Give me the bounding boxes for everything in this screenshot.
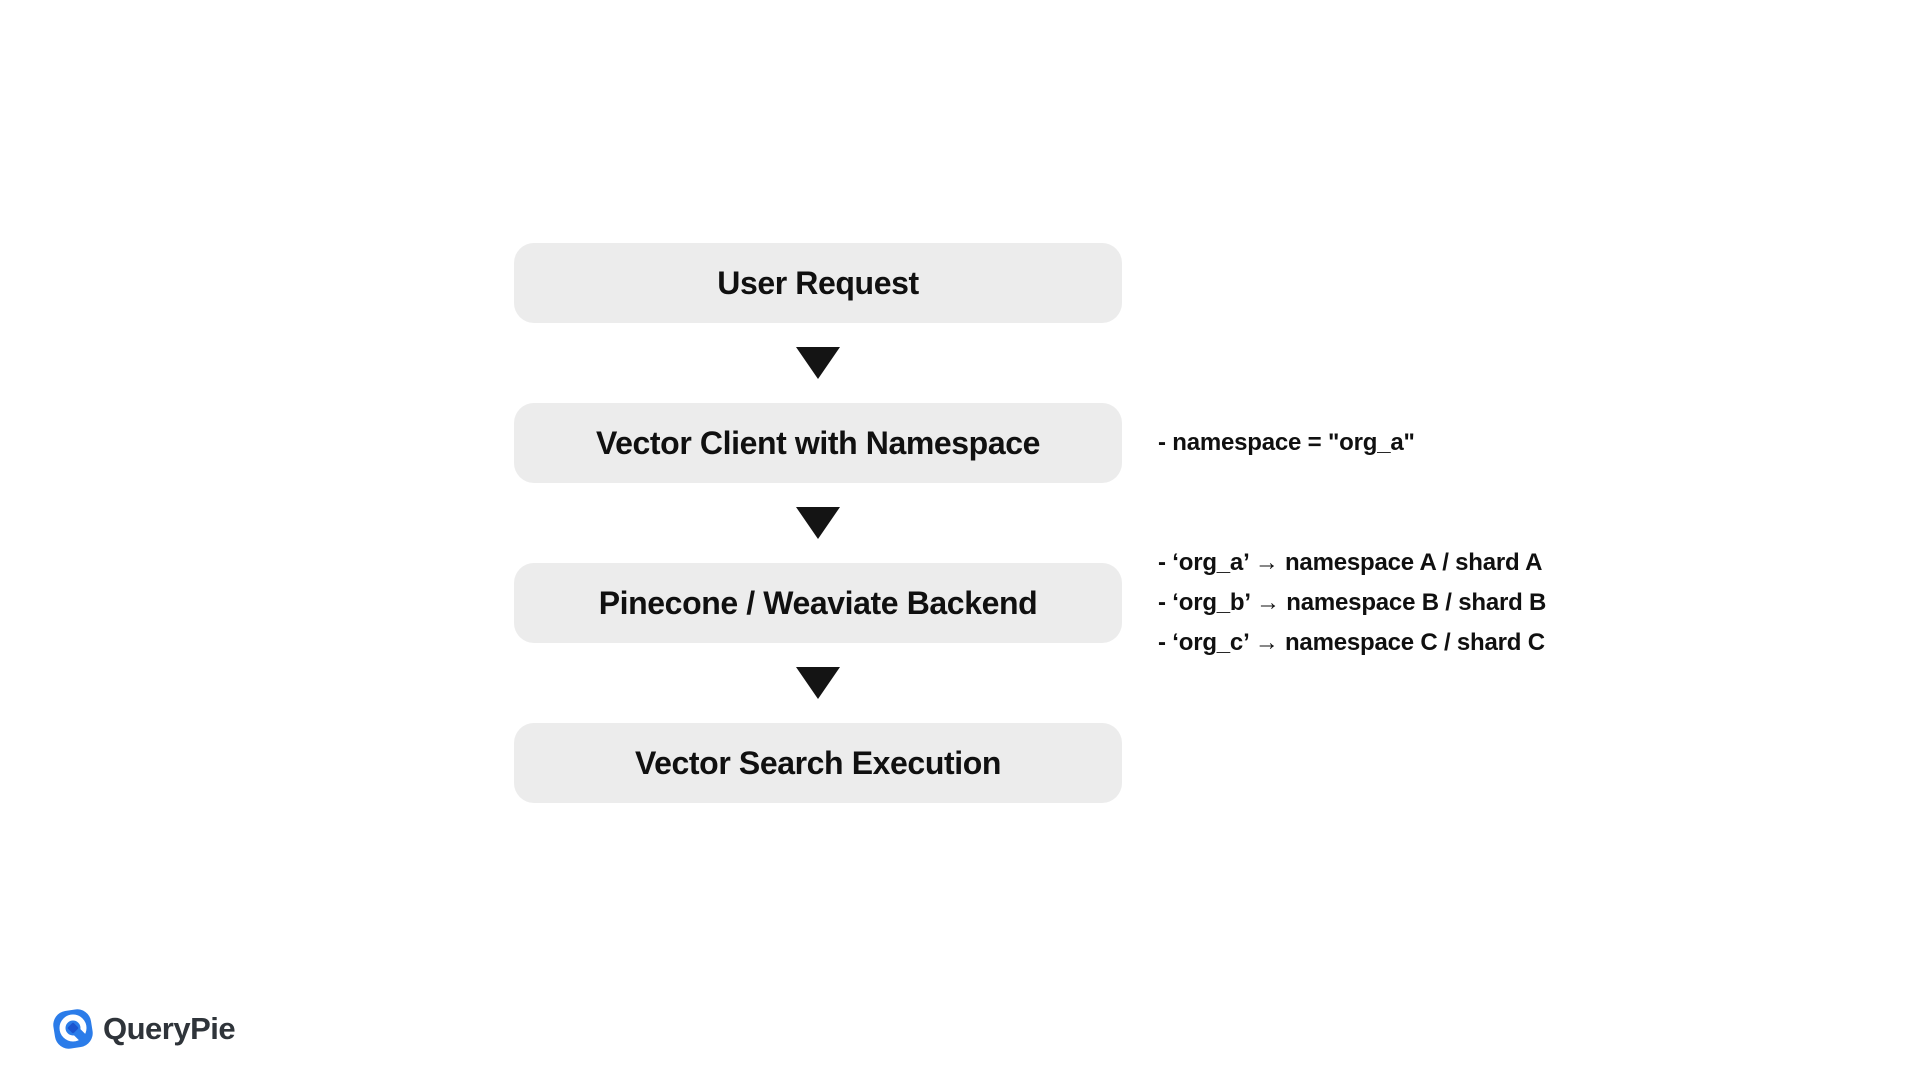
brand-footer [52,1008,235,1050]
brand-name: QueryPie [103,1011,236,1046]
annotation-namespace [1158,403,1415,483]
flow-node-label: User Request [717,264,919,301]
down-arrow-icon [796,667,840,699]
flow-node-label: Vector Search Execution [634,744,1002,781]
down-arrow-icon [796,507,840,539]
down-arrow-icon [796,347,840,379]
annotation-line: - ‘org_a’ → namespace A / shard A [1158,549,1543,576]
annotation-line: - ‘org_c’ → namespace C / shard C [1158,629,1545,656]
annotation-line: - namespace = "org_a" [1158,429,1415,456]
annotation-line: - ‘org_b’ → namespace B / shard B [1158,589,1547,616]
annotation-org-mapping [1158,543,1546,663]
flow-node-backend [514,563,1122,643]
flow-node-vector-search [514,723,1122,803]
flow-node-vector-client [514,403,1122,483]
querypie-logo-mark-icon [52,1008,94,1050]
flow-node-label: Pinecone / Weaviate Backend [598,584,1038,621]
flow-node-label: Vector Client with Namespace [595,424,1041,461]
flow-node-user-request [514,243,1122,323]
